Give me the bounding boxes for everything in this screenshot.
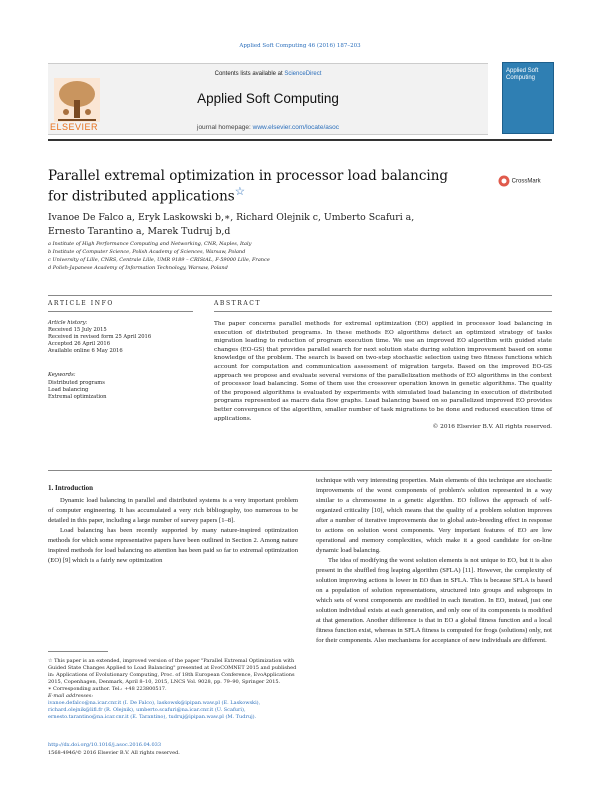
- sciencedirect-link[interactable]: ScienceDirect: [284, 71, 322, 77]
- history-revised: Received in revised form 25 April 2016: [48, 334, 152, 340]
- article-info-heading: ARTICLE INFO: [48, 300, 114, 307]
- authors-line-2: Ernesto Tarantino a, Marek Tudruj b,d: [48, 226, 231, 237]
- keyword-1: Distributed programs: [48, 380, 105, 386]
- affiliation-d: d Polish-Japanese Academy of Information Technology, Warsaw, Poland: [48, 265, 228, 271]
- issn-line: 1568-4946/© 2016 Elsevier B.V. All rights reserved.: [48, 750, 180, 756]
- authors-line-1: Ivanoe De Falco a, Eryk Laskowski b,∗, Richard Olejnik c, Umberto Scafuri a,: [48, 212, 415, 223]
- history-received: Received 15 July 2015: [48, 327, 107, 333]
- abstract-divider: [214, 311, 552, 312]
- abstract-copyright: © 2016 Elsevier B.V. All rights reserved.: [432, 424, 552, 431]
- abstract-heading: ABSTRACT: [214, 300, 262, 307]
- article-title-text: Parallel extremal optimization in processor load balancing for distributed applications: [48, 168, 449, 205]
- intro-paragraph-1: Dynamic load balancing in parallel and distributed systems is a very important problem of computer engineering. It has accumulated a very rich bibliography, too numerous to be detailed in this paper, including a large number of survey papers [1–8].: [48, 497, 298, 524]
- history-label: Article history:: [48, 320, 88, 326]
- footnote-corresponding: ∗ Corresponding author. Tel.: +48 223800517.: [48, 686, 167, 692]
- doi-link[interactable]: http://dx.doi.org/10.1016/j.asoc.2016.04.033: [48, 742, 162, 748]
- cover-title: Applied Soft Computing: [506, 68, 539, 81]
- intro-paragraph-4: The idea of modifying the worst solution elements is not unique to EO, but it is also present in the shuffled frog leaping algorithm (SFLA) [11]. However, the complexity of solution improving actions is lower in EO than in SFLA. This is because SFLA is based on a population of solution representations, structured into groups and subgroups in which sets of worst components are modified in each iteration. In EO, instead, just one solution individual exists at each generation, and only one of its components is modified at that generation. Another difference is that in EO a global fitness function and a local fitness function exist, whereas in SFLA fitness is computed for frogs (solutions) only, not for their components. Also mechanisms for acceptance of new individuals are different.: [316, 557, 552, 644]
- homepage-line: [48, 124, 488, 131]
- title-footnote-mark[interactable]: ☆: [234, 185, 245, 198]
- contents-line: [48, 71, 488, 77]
- elsevier-tree-logo: [48, 70, 106, 130]
- affiliation-b: b Institute of Computer Science, Polish Academy of Sciences, Warsaw, Poland: [48, 249, 246, 255]
- homepage-link[interactable]: www.elsevier.com/locate/asoc: [252, 124, 339, 131]
- intro-paragraph-3: technique with very interesting properties. Main elements of this technique are stochastic improvements of the worst components of problem's solution represented in a way similar to a chromosome in a genetic algorithm. EO follows the approach of self-organized criticality [10], which means that the quality of a problem solution improves after a number of iterative improvements due to global auto-breeding effect in response to actions on solution worst components. Very important features of EO are low operational and memory complexities, which make it a good candidate for on-line dynamic load balancing.: [316, 477, 552, 554]
- author-list: [48, 211, 488, 239]
- history-accepted: Accepted 26 April 2016: [48, 341, 111, 347]
- introduction-left-column: [48, 496, 298, 566]
- section-divider: [48, 295, 552, 296]
- footnotes: [48, 658, 298, 721]
- footnote-emails[interactable]: ivanoe.defalco@na.icar.cnr.it (I. De Falco), laskowsk@ipipan.waw.pl (E. Laskowski), richard.olejnik@lifl.fr (R. Olejnik), umberto.scafuri@na.icar.cnr.it (U. Scafuri), ernesto.tarantino@na.icar.cnr.it (E. Tarantino), tudruj@ipipan.waw.pl (M. Tudruj).: [48, 700, 261, 720]
- elsevier-wordmark: ELSEVIER: [50, 122, 99, 132]
- header-divider: [48, 139, 552, 141]
- abstract-text: The paper concerns parallel methods for extremal optimization (EO) applied in processor load balancing in execution of distributed programs. In these methods EO algorithms detect an optimized strategy of tasks migration leading to reduction of program execution time. We use an improved EO algorithm with guided state changes (EO-GS) that provides parallel search for next solution state during solution improvement based on some knowledge of the problem. The search is based on two-step stochastic selection using two fitness functions which account for computation and communication assessment of migration targets. Based on the improved EO-GS approach we propose and evaluate several versions of the parallelization methods of EO algorithms in the context of processor load balancing. Some of them use the crossover operation known in genetic algorithms. The quality of the proposed algorithms is evaluated by experiments with simulated load balancing in execution of distributed programs represented as macro data flow graphs. Load balancing based on so parallelized improved EO provides better convergence of the algorithm, smaller number of task migrations to be done and reduced execution time of applications.: [214, 321, 552, 422]
- body-divider: [48, 470, 552, 471]
- affiliation-a: a Institute of High Performance Computing and Networking, CNR, Naples, Italy: [48, 241, 252, 247]
- footnote-divider: [48, 651, 108, 652]
- footnote-email-label: E-mail addresses:: [48, 693, 94, 699]
- keywords-label: Keywords:: [48, 372, 76, 378]
- introduction-right-column: [316, 476, 552, 646]
- crossmark-icon: [498, 175, 510, 187]
- journal-reference[interactable]: Applied Soft Computing 46 (2016) 187–203: [239, 43, 361, 49]
- keyword-3: Extremal optimization: [48, 394, 107, 400]
- homepage-prefix: journal homepage:: [197, 124, 253, 131]
- contents-prefix: Contents lists available at: [214, 71, 285, 77]
- abstract-body: [214, 320, 552, 432]
- introduction-heading: 1. Introduction: [48, 484, 93, 492]
- keyword-2: Load balancing: [48, 387, 89, 393]
- crossmark-label: CrossMark: [511, 178, 541, 185]
- intro-paragraph-2: Load balancing has been recently supported by many nature-inspired optimization methods for which some representative papers have been outlined in Section 2. Among nature inspired methods for load balancing no attention has been paid so far to extremal optimization (EO) [9] which is a fairly new optimization: [48, 527, 298, 564]
- journal-title: Applied Soft Computing: [197, 91, 339, 106]
- affiliation-c: c University of Lille, CNRS, Centrale Lille, UMR 9189 – CRIStAL, F-59000 Lille, France: [48, 257, 270, 263]
- article-title: [48, 168, 468, 205]
- crossmark-badge[interactable]: [498, 175, 548, 187]
- footnote-star: ☆ This paper is an extended, improved version of the paper "Parallel Extremal Optimization with Guided State Changes Applied to Load Balancing" presented at EvoCOMNET 2015 and published in: Applications of Evolutionary Computing, Proc. of 18th European Conference, EvoApplications 2015, Copenhagen, Denmark, April 8–10, 2015, LNCS Vol. 9028, pp. 79–90, Springer 2015.: [48, 658, 297, 685]
- info-divider: [48, 311, 193, 312]
- history-online: Available online 6 May 2016: [48, 348, 123, 354]
